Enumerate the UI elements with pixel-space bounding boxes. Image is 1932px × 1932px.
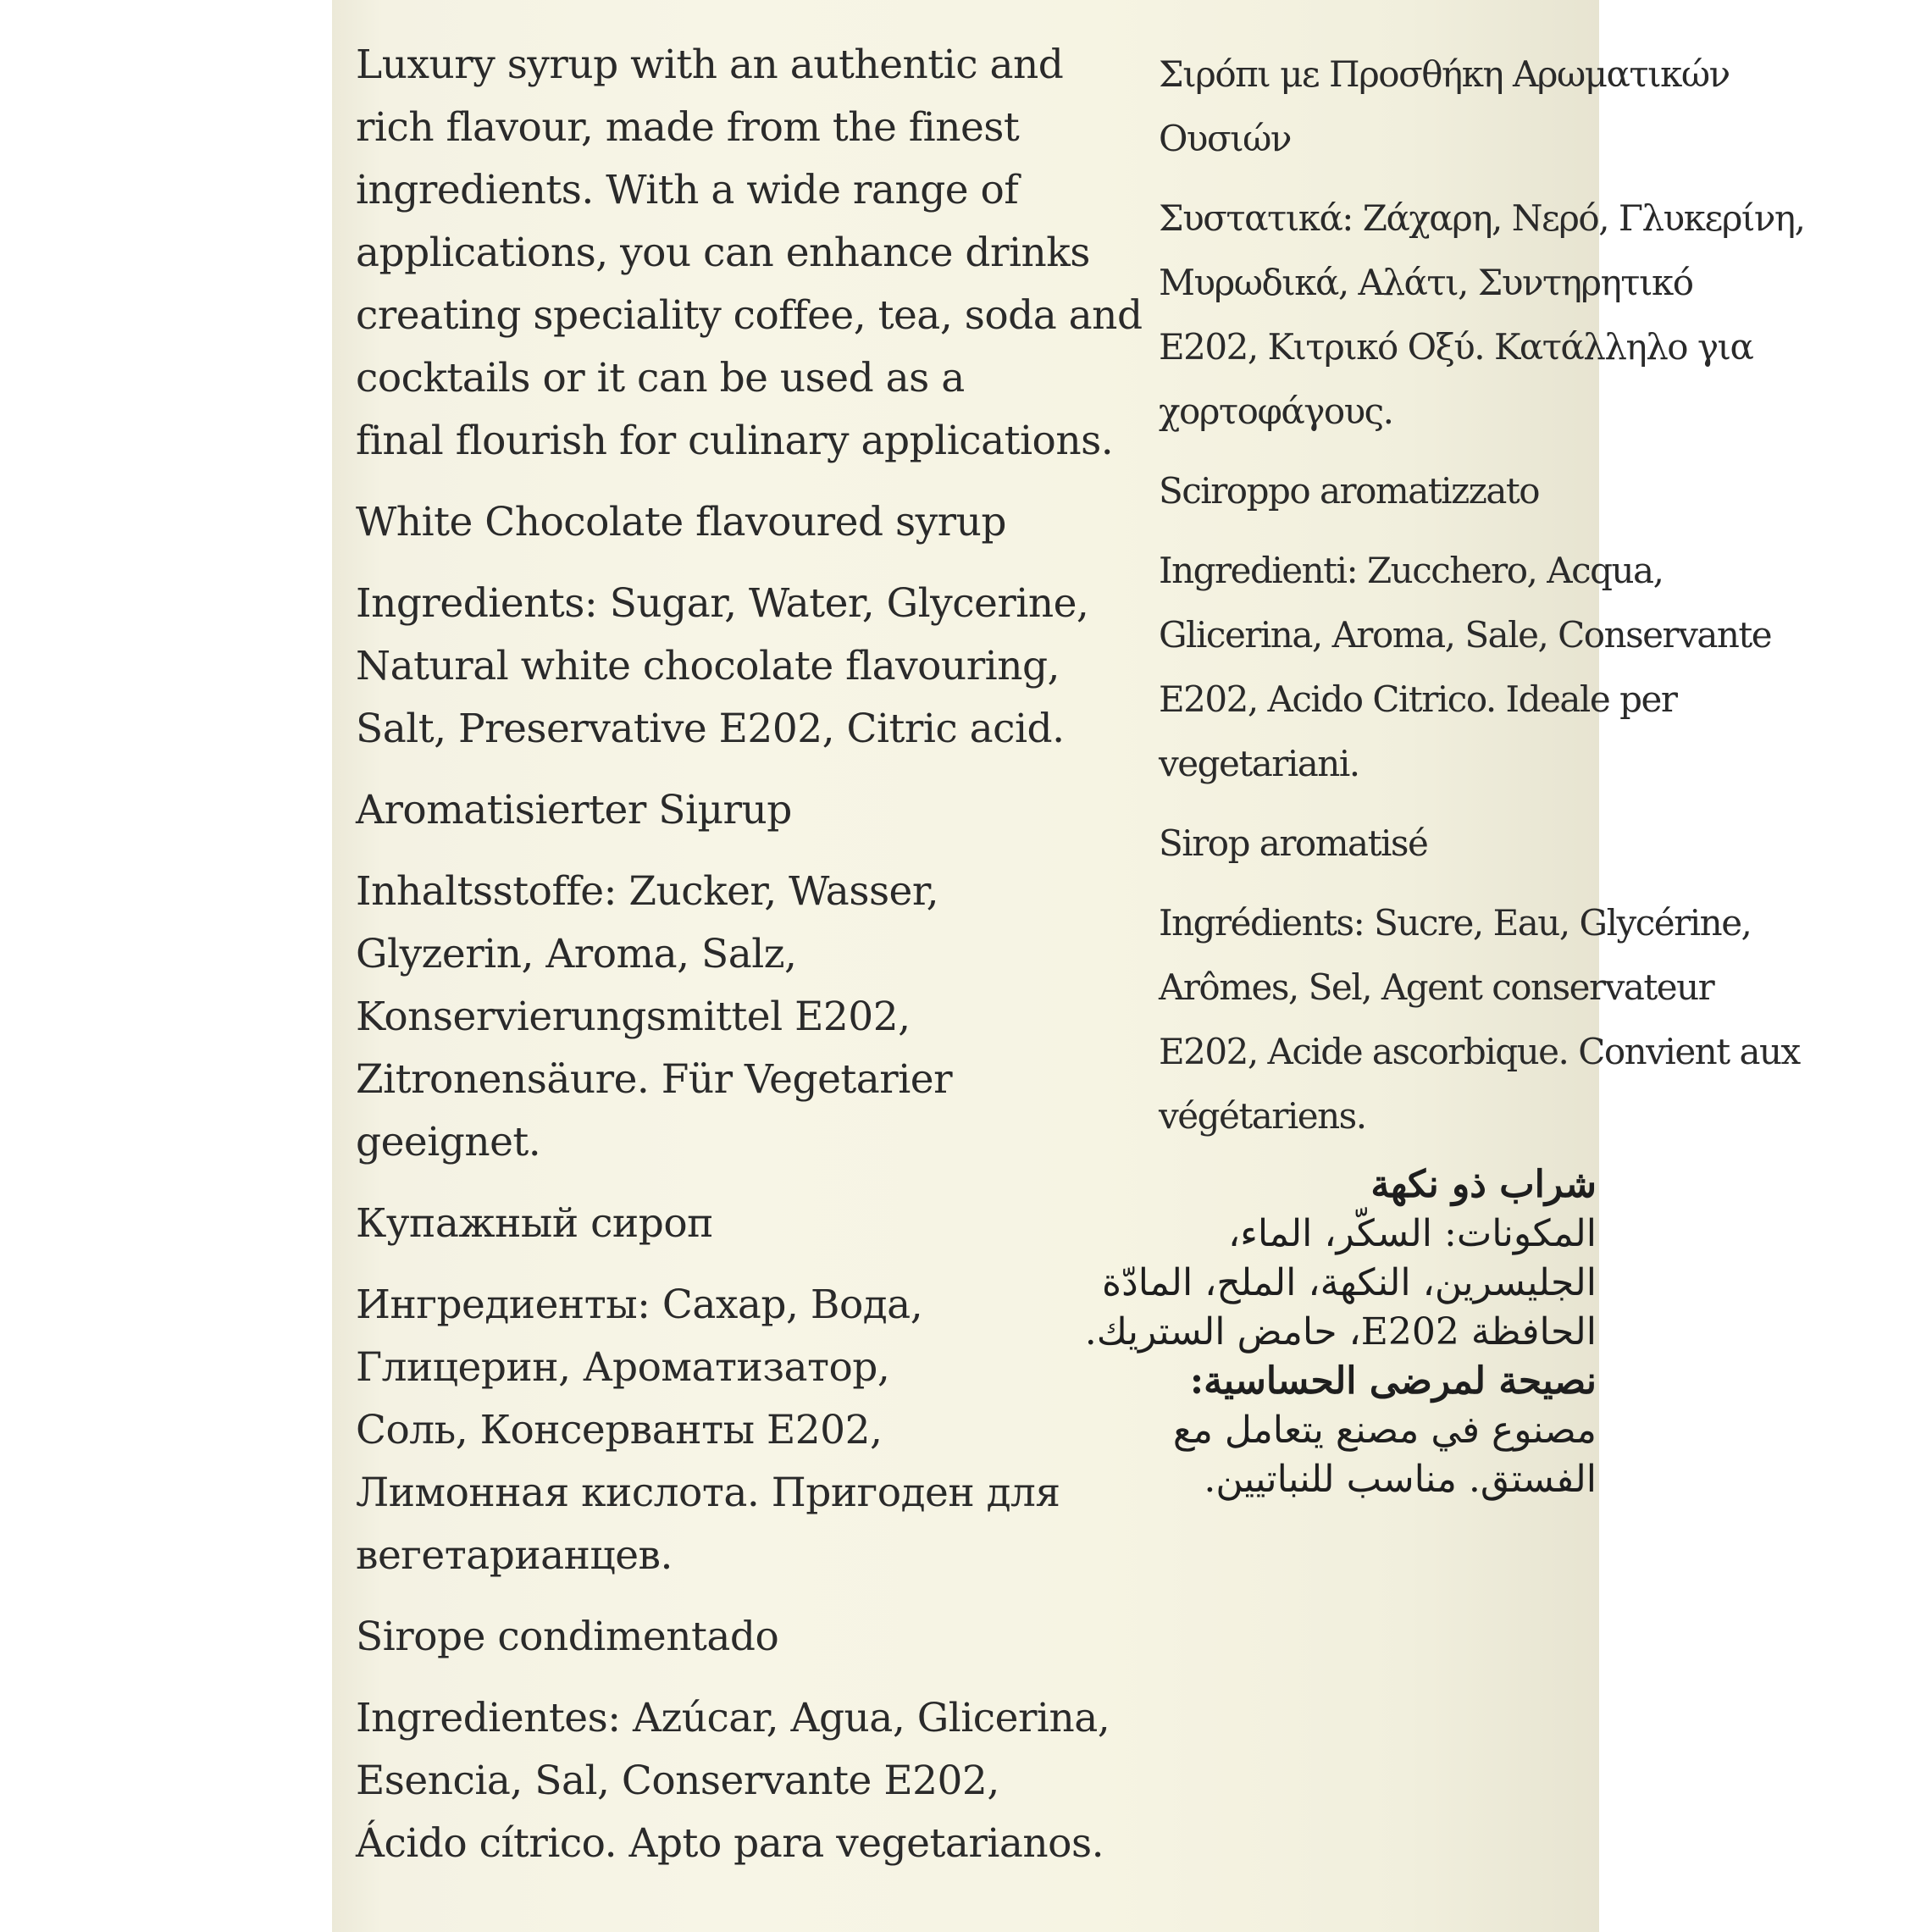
- italian-ingredients-line: E202, Acido Citrico. Ideale per: [1159, 678, 1677, 720]
- russian-title: [356, 1193, 1118, 1255]
- french-ingredients: [1159, 891, 1800, 1149]
- right-column: [1159, 42, 1805, 1164]
- italian-title: [1159, 459, 1599, 523]
- arabic-line: الفستق. مناسب للنباتيين.: [1204, 1458, 1597, 1501]
- italian-ingredients: [1159, 539, 1772, 796]
- greek-ingredients-line: E202, Κιτρικό Οξύ. Κατάλληλο για: [1159, 326, 1753, 368]
- spanish-ingredients-line: Esencia, Sal, Conservante E202,: [356, 1758, 999, 1804]
- intro-line: cocktails or it can be used as a: [356, 355, 965, 401]
- spanish-ingredients-line: Ácido cítrico. Apto para vegetarianos.: [356, 1820, 1104, 1867]
- intro-line: Luxury syrup with an authentic and: [356, 42, 1064, 88]
- intro-line: creating speciality coffee, tea, soda and: [356, 292, 1143, 339]
- italian-ingredients-line: Ingredienti: Zucchero, Acqua,: [1159, 550, 1664, 591]
- german-title: [356, 779, 1118, 842]
- arabic-line: الحافظة E202، حامض الستريك.: [1084, 1310, 1597, 1354]
- intro-line: rich flavour, made from the finest: [356, 104, 1020, 151]
- french-title: [1159, 811, 1599, 876]
- german-ingredients: [356, 861, 1118, 1174]
- intro-paragraph: [356, 34, 1143, 473]
- italian-title-text: Sciroppo aromatizzato: [1159, 470, 1540, 512]
- german-title-text: Aromatisierter Siµrup: [356, 787, 792, 833]
- spanish-ingredients: [356, 1687, 1118, 1875]
- arabic-line: المكونات: السكّر، الماء،: [1228, 1212, 1597, 1255]
- spanish-ingredients-line: Ingredientes: Azúcar, Agua, Glicerina,: [356, 1695, 1110, 1741]
- german-ingredients-line: Inhaltsstoffe: Zucker, Wasser,: [356, 868, 939, 915]
- italian-ingredients-line: Glicerina, Aroma, Sale, Conservante: [1159, 614, 1772, 656]
- greek-title-line: Ουσιών: [1159, 118, 1291, 159]
- english-ingredients-line: Natural white chocolate flavouring,: [356, 643, 1060, 689]
- intro-line: ingredients. With a wide range of: [356, 167, 1019, 213]
- left-column: [356, 34, 1143, 1894]
- intro-line: applications, you can enhance drinks: [356, 230, 1090, 276]
- german-ingredients-line: Glyzerin, Aroma, Salz,: [356, 931, 797, 977]
- arabic-title: شراب ذو نكهة: [1370, 1163, 1597, 1206]
- arabic-line: الجليسرين، النكهة، الملح، المادّة: [1102, 1261, 1597, 1304]
- spanish-title-text: Sirope condimentado: [356, 1614, 779, 1660]
- greek-ingredients-line: Συστατικά: Ζάχαρη, Νερό, Γλυκερίνη,: [1159, 197, 1805, 239]
- english-ingredients-line: Ingredients: Sugar, Water, Glycerine,: [356, 580, 1089, 627]
- french-ingredients-line: E202, Acide ascorbique. Convient aux: [1159, 1031, 1800, 1072]
- german-ingredients-line: geeignet.: [356, 1119, 541, 1165]
- arabic-line: مصنوع في مصنع يتعامل مع: [1172, 1409, 1597, 1452]
- greek-ingredients-line: Μυρωδικά, Αλάτι, Συντηρητικό: [1159, 262, 1693, 303]
- intro-line: final flourish for culinary applications.: [356, 418, 1114, 464]
- arabic-block: [1084, 1160, 1597, 1504]
- greek-title: [1159, 42, 1730, 171]
- italian-ingredients-line: vegetariani.: [1159, 743, 1359, 784]
- english-title-text: White Chocolate flavoured syrup: [356, 499, 1006, 545]
- russian-ingredients-line: Лимонная кислота. Пригоден для: [356, 1470, 1060, 1516]
- greek-title-line: Σιρόπι με Προσθήκη Αρωματικών: [1159, 53, 1730, 95]
- russian-ingredients-line: Глицерин, Ароматизатор,: [356, 1344, 890, 1391]
- russian-ingredients: [356, 1274, 1118, 1587]
- german-ingredients-line: Zitronensäure. Für Vegetarier: [356, 1056, 953, 1103]
- french-title-text: Sirop aromatisé: [1159, 822, 1428, 864]
- french-ingredients-line: Ingrédients: Sucre, Eau, Glycérine,: [1159, 902, 1752, 944]
- spanish-title: [356, 1606, 1118, 1669]
- arabic-allergy-title: نصيحة لمرضى الحساسية:: [1189, 1359, 1597, 1403]
- english-title: [356, 491, 1118, 554]
- german-ingredients-line: Konservierungsmittel E202,: [356, 994, 911, 1040]
- russian-ingredients-line: Соль, Консерванты E202,: [356, 1407, 883, 1453]
- greek-ingredients-line: χορτοφάγους.: [1159, 390, 1393, 432]
- russian-ingredients-line: Ингредиенты: Сахар, Вода,: [356, 1282, 923, 1328]
- french-ingredients-line: végétariens.: [1159, 1095, 1366, 1137]
- french-ingredients-line: Arômes, Sel, Agent conservateur: [1159, 966, 1714, 1008]
- english-ingredients-line: Salt, Preservative E202, Citric acid.: [356, 706, 1065, 752]
- russian-ingredients-line: вегетарианцев.: [356, 1532, 673, 1579]
- english-ingredients: [356, 573, 1118, 761]
- greek-ingredients: [1159, 186, 1805, 444]
- russian-title-text: Купажный сироп: [356, 1200, 713, 1247]
